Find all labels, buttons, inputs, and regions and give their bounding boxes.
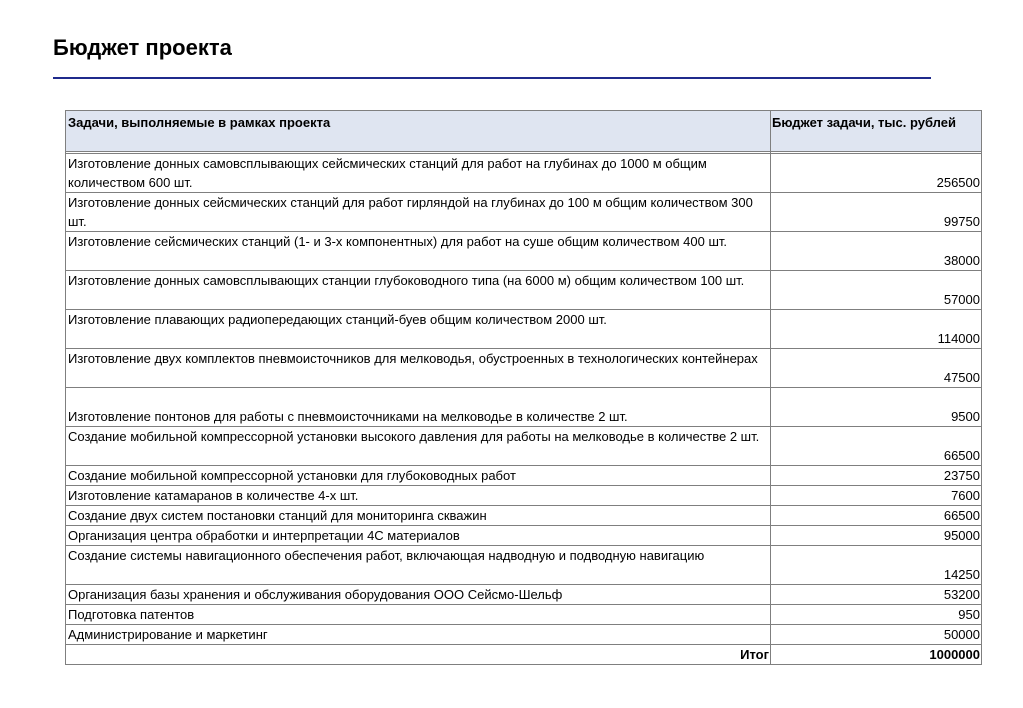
table-row: [66, 154, 982, 193]
header-task: Задачи, выполняемые в рамках проекта: [66, 111, 771, 152]
table-row: [66, 427, 982, 466]
budget-cell: 38000: [771, 232, 982, 271]
table-row: [66, 506, 982, 526]
budget-cell: 50000: [771, 625, 982, 645]
table-header-row: [66, 111, 982, 152]
title-underline: [53, 77, 931, 79]
budget-cell: 53200: [771, 585, 982, 605]
budget-cell: 23750: [771, 466, 982, 486]
budget-cell: 47500: [771, 349, 982, 388]
task-cell: Организация центра обработки и интерпретации 4С материалов: [66, 526, 771, 546]
budget-table: [65, 110, 982, 665]
budget-cell: 114000: [771, 310, 982, 349]
task-cell: Изготовление понтонов для работы с пневмоисточниками на мелководье в количестве 2 шт.: [66, 388, 771, 427]
task-cell: Создание двух систем постановки станций для мониторинга скважин: [66, 506, 771, 526]
table-row: [66, 388, 982, 427]
budget-cell: 99750: [771, 193, 982, 232]
header-budget: Бюджет задачи, тыс. рублей: [771, 111, 982, 152]
task-cell: Создание системы навигационного обеспечения работ, включающая надводную и подводную навигацию: [66, 546, 771, 585]
task-cell: Изготовление донных самовсплывающих станции глубоководного типа (на 6000 м) общим количеством 100 шт.: [66, 271, 771, 310]
total-value: 1000000: [771, 645, 982, 665]
task-cell: Изготовление катамаранов в количестве 4-х шт.: [66, 486, 771, 506]
budget-cell: 95000: [771, 526, 982, 546]
table-row: [66, 625, 982, 645]
table-row: [66, 466, 982, 486]
budget-cell: 14250: [771, 546, 982, 585]
total-row: [66, 645, 982, 665]
task-cell: Изготовление сейсмических станций (1- и 3-х компонентных) для работ на суше общим количеством 400 шт.: [66, 232, 771, 271]
task-cell: Администрирование и маркетинг: [66, 625, 771, 645]
table-row: [66, 193, 982, 232]
budget-cell: 7600: [771, 486, 982, 506]
table-row: [66, 232, 982, 271]
table-row: [66, 310, 982, 349]
budget-cell: 950: [771, 605, 982, 625]
task-cell: Создание мобильной компрессорной установки высокого давления для работы на мелководье в количестве 2 шт.: [66, 427, 771, 466]
table-row: [66, 526, 982, 546]
table-row: [66, 546, 982, 585]
total-label: Итог: [66, 645, 771, 665]
task-cell: Изготовление двух комплектов пневмоисточников для мелководья, обустроенных в технологических контейнерах: [66, 349, 771, 388]
task-cell: Организация базы хранения и обслуживания оборудования ООО Сейсмо-Шельф: [66, 585, 771, 605]
task-cell: Изготовление донных сейсмических станций для работ гирляндой на глубинах до 100 м общим количеством 300 шт.: [66, 193, 771, 232]
table-row: [66, 271, 982, 310]
budget-cell: 66500: [771, 427, 982, 466]
table-row: [66, 605, 982, 625]
budget-cell: 9500: [771, 388, 982, 427]
task-cell: Подготовка патентов: [66, 605, 771, 625]
budget-cell: 66500: [771, 506, 982, 526]
task-cell: Изготовление плавающих радиопередающих станций-буев общим количеством 2000 шт.: [66, 310, 771, 349]
budget-cell: 256500: [771, 154, 982, 193]
task-cell: Изготовление донных самовсплывающих сейсмических станций для работ на глубинах до 1000 м общим количеством 600 шт.: [66, 154, 771, 193]
budget-cell: 57000: [771, 271, 982, 310]
task-cell: Создание мобильной компрессорной установки для глубоководных работ: [66, 466, 771, 486]
page-title: Бюджет проекта: [53, 35, 232, 60]
table-row: [66, 585, 982, 605]
table-row: [66, 349, 982, 388]
table-row: [66, 486, 982, 506]
